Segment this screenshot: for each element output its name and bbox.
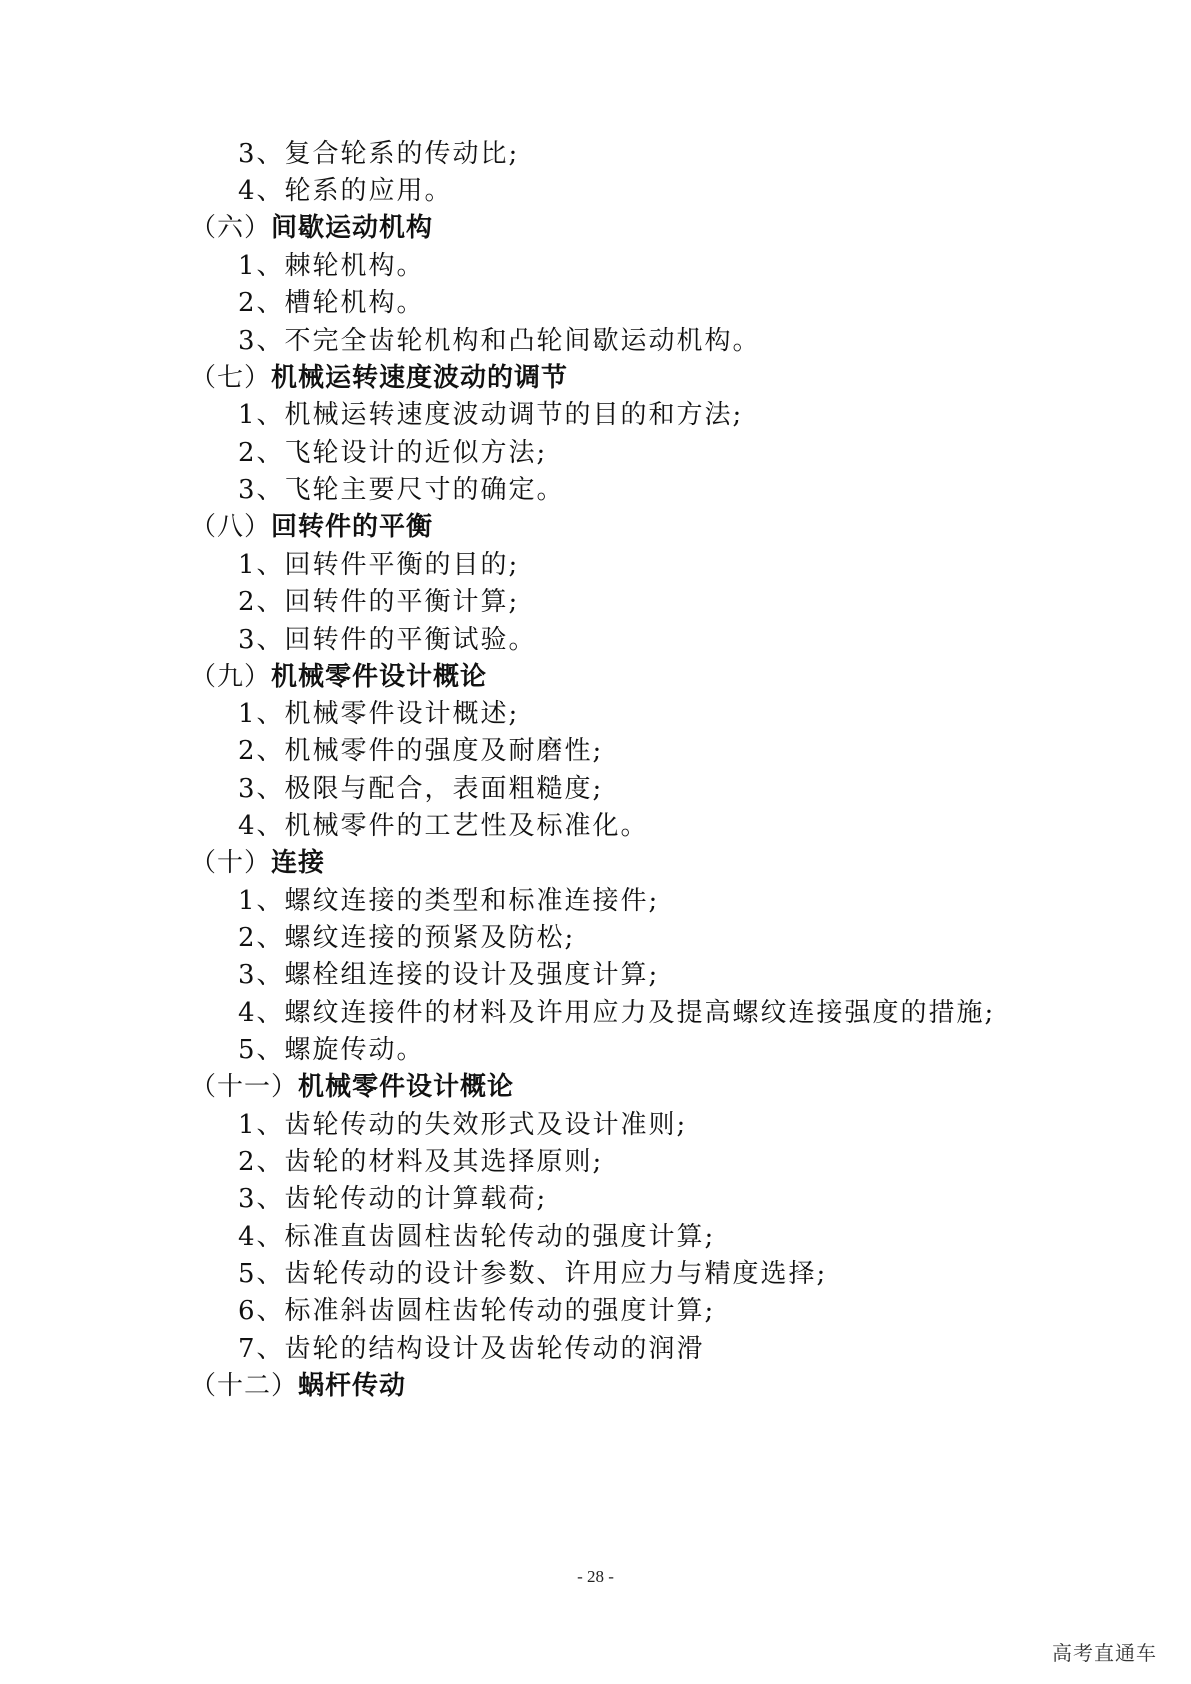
section-number: （十） <box>190 848 272 878</box>
section-number: （九） <box>190 662 272 692</box>
section-title: 间歇运动机构 <box>271 213 434 243</box>
list-item: 1、机械零件设计概述; <box>238 699 520 729</box>
section-title: 回转件的平衡 <box>271 512 434 542</box>
list-item: 3、回转件的平衡试验。 <box>238 625 537 655</box>
section-number: （八） <box>190 512 272 542</box>
list-item: 2、飞轮设计的近似方法; <box>238 438 548 468</box>
list-item: 7、齿轮的结构设计及齿轮传动的润滑 <box>238 1334 705 1364</box>
section-heading <box>190 657 487 697</box>
section-heading <box>190 1366 406 1406</box>
list-item: 2、机械零件的强度及耐磨性; <box>238 736 604 766</box>
list-item: 5、螺旋传动。 <box>238 1035 425 1065</box>
section-heading <box>190 1067 514 1107</box>
section-title: 机械运转速度波动的调节 <box>271 363 569 393</box>
section-title: 蜗杆传动 <box>298 1371 407 1401</box>
section-heading <box>190 843 325 883</box>
list-item: 3、螺栓组连接的设计及强度计算; <box>238 960 660 990</box>
list-item: 2、槽轮机构。 <box>238 288 425 318</box>
section-heading <box>190 208 433 248</box>
section-number: （六） <box>190 213 272 243</box>
watermark: 高考直通车 <box>1052 1641 1157 1665</box>
list-item: 3、飞轮主要尺寸的确定。 <box>238 475 565 505</box>
list-item: 5、齿轮传动的设计参数、许用应力与精度选择; <box>238 1259 828 1289</box>
section-heading <box>190 358 568 398</box>
list-item: 1、棘轮机构。 <box>238 251 425 281</box>
section-number: （十二） <box>190 1371 299 1401</box>
list-item: 1、机械运转速度波动调节的目的和方法; <box>238 400 744 430</box>
list-item: 3、极限与配合，表面粗糙度; <box>238 774 604 804</box>
list-item: 4、机械零件的工艺性及标准化。 <box>238 811 649 841</box>
section-title: 连接 <box>271 848 326 878</box>
list-item: 3、不完全齿轮机构和凸轮间歇运动机构。 <box>238 326 761 356</box>
list-item: 2、螺纹连接的预紧及防松; <box>238 923 576 953</box>
section-title: 机械零件设计概论 <box>298 1072 515 1102</box>
section-number: （七） <box>190 363 272 393</box>
list-item: 1、回转件平衡的目的; <box>238 550 520 580</box>
list-item: 1、齿轮传动的失效形式及设计准则; <box>238 1110 688 1140</box>
list-item: 4、轮系的应用。 <box>238 176 453 206</box>
list-item: 4、标准直齿圆柱齿轮传动的强度计算; <box>238 1222 716 1252</box>
list-item: 3、复合轮系的传动比; <box>238 139 520 169</box>
list-item: 4、螺纹连接件的材料及许用应力及提高螺纹连接强度的措施; <box>238 998 996 1028</box>
page-number: - 28 - <box>577 1567 614 1586</box>
section-number: （十一） <box>190 1072 299 1102</box>
section-heading <box>190 507 433 547</box>
list-item: 6、标准斜齿圆柱齿轮传动的强度计算; <box>238 1296 716 1326</box>
list-item: 2、齿轮的材料及其选择原则; <box>238 1147 604 1177</box>
list-item: 3、齿轮传动的计算载荷; <box>238 1184 548 1214</box>
list-item: 2、回转件的平衡计算; <box>238 587 520 617</box>
list-item: 1、螺纹连接的类型和标准连接件; <box>238 886 660 916</box>
section-title: 机械零件设计概论 <box>271 662 488 692</box>
